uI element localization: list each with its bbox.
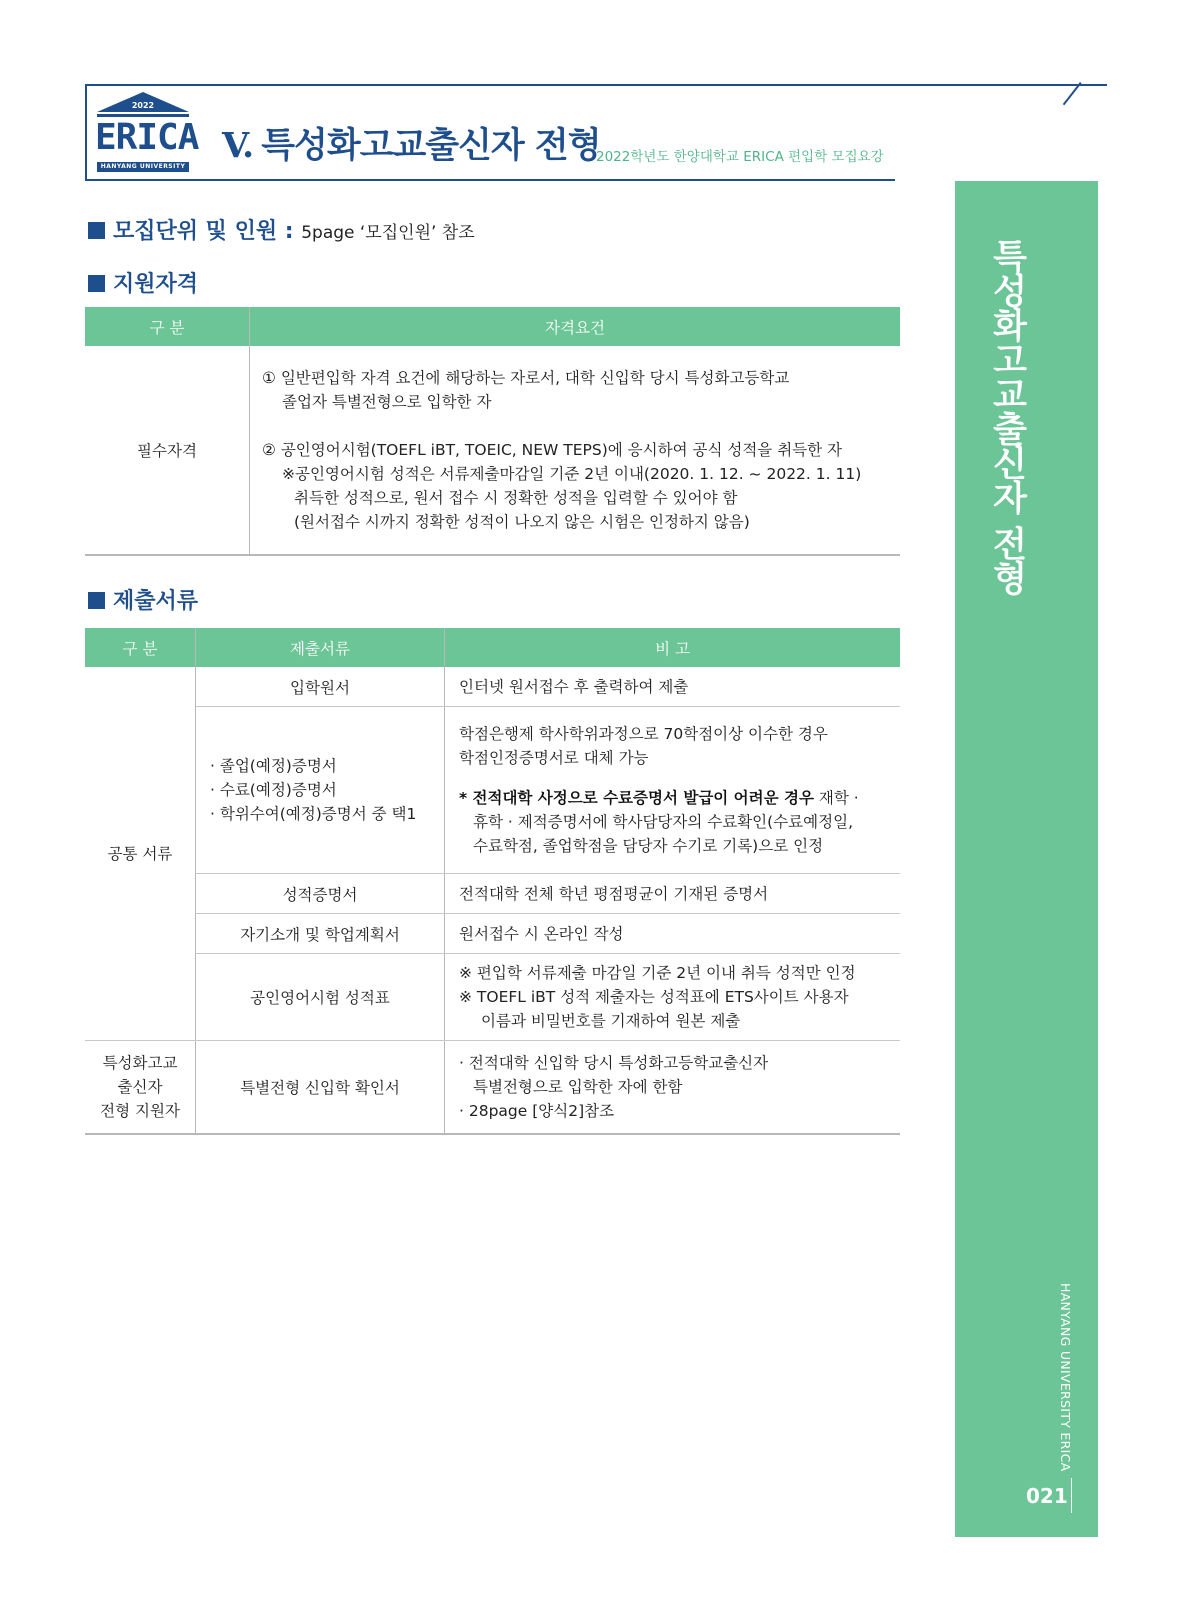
- column-header: 제출서류: [196, 628, 445, 667]
- section-recruit-title: 모집단위 및 인원 :: [113, 219, 294, 244]
- table-row: [85, 667, 900, 707]
- category-line: 특성화고교: [102, 1054, 178, 1072]
- remark-line: · 전적대학 신입학 당시 특성화고등학교출신자: [459, 1054, 769, 1072]
- column-header: 비 고: [445, 628, 901, 667]
- remark-line: ※ TOEFL iBT 성적 제출자는 성적표에 ETS사이트 사용자: [459, 988, 849, 1006]
- table-row: [85, 1041, 900, 1135]
- requirement-line: ① 일반편입학 자격 요건에 해당하는 자로서, 대학 신입학 당시 특성화고등학교: [262, 369, 790, 387]
- remark-line: 휴학 · 제적증명서에 학사담당자의 수료확인(수료예정일,: [473, 813, 853, 831]
- document-remark: [445, 954, 901, 1041]
- section-bullet-icon: [88, 222, 105, 239]
- qualification-requirements: [250, 346, 901, 555]
- requirement-line: 취득한 성적으로, 원서 접수 시 정확한 성적을 입력할 수 있어야 함: [294, 489, 738, 507]
- remark-line: 학점인정증명서로 대체 가능: [459, 749, 649, 767]
- column-header: 자격요건: [250, 307, 901, 346]
- title-number: V.: [222, 125, 254, 166]
- document-remark: 원서접수 시 온라인 작성: [445, 914, 901, 954]
- requirement-line: ② 공인영어시험(TOEFL iBT, TOEIC, NEW TEPS)에 응시하여 공식 성적을 취득한 자: [262, 441, 843, 459]
- table-row: [85, 914, 900, 954]
- document-option: · 학위수여(예정)증명서 중 택1: [210, 805, 417, 823]
- remark-line: 학점은행제 학사학위과정으로 70학점이상 이수한 경우: [459, 725, 828, 743]
- requirement-line: (원서접수 시까지 정확한 성적이 나오지 않은 시험은 인정하지 않음): [294, 513, 750, 531]
- category-line: 출신자: [117, 1078, 163, 1096]
- remark-line: [459, 786, 886, 810]
- logo-band: HANYANG UNIVERSITY: [97, 162, 189, 172]
- special-category: [85, 1041, 196, 1135]
- document-name-list: [196, 707, 445, 874]
- remark-line: ※ 편입학 서류제출 마감일 기준 2년 이내 취득 성적만 인정: [459, 964, 856, 982]
- remark-bold: * 전적대학 사정으로 수료증명서 발급이 어려운 경우: [459, 789, 814, 807]
- table-row: [85, 874, 900, 914]
- section-documents-title: 제출서류: [113, 589, 199, 614]
- section-documents: [88, 584, 198, 615]
- column-header: 구 분: [85, 628, 196, 667]
- category-line: 전형 지원자: [100, 1102, 180, 1120]
- document-name: 특별전형 신입학 확인서: [196, 1041, 445, 1135]
- page-title: [222, 118, 601, 168]
- document-remark: 전적대학 전체 학년 평점평균이 기재된 증명서: [445, 874, 901, 914]
- page-number: 021: [1026, 1484, 1068, 1508]
- page-number-divider: [1071, 1478, 1072, 1513]
- table-header-row: [85, 307, 900, 346]
- section-recruit: [88, 214, 475, 245]
- table-row: [85, 707, 900, 874]
- document-remark: [445, 1041, 901, 1135]
- remark-line: 이름과 비밀번호를 기재하여 원본 제출: [481, 1012, 741, 1030]
- remark-line: 수료학점, 졸업학점을 담당자 수기로 기록)으로 인정: [473, 837, 824, 855]
- document-name: 자기소개 및 학업계획서: [196, 914, 445, 954]
- header-rule-left: [85, 84, 87, 181]
- logo-word: ERICA: [95, 117, 199, 158]
- logo-year: 2022: [131, 101, 155, 110]
- table-row: [85, 954, 900, 1041]
- documents-table: [85, 628, 900, 1135]
- document-name: 공인영어시험 성적표: [196, 954, 445, 1041]
- sidebar-university: HANYANG UNIVERSITY ERICA: [1058, 1283, 1073, 1472]
- document-option: · 졸업(예정)증명서: [210, 757, 337, 775]
- page-subtitle: 2022학년도 한양대학교 ERICA 편입학 모집요강: [596, 149, 884, 165]
- remark-line: · 28page [양식2]참조: [459, 1102, 615, 1120]
- title-text: 특성화고교출신자 전형: [261, 126, 601, 166]
- document-name: 성적증명서: [196, 874, 445, 914]
- header-rule-bottom: [85, 179, 895, 181]
- table-header-row: [85, 628, 900, 667]
- table-row: [85, 346, 900, 555]
- erica-logo: [95, 90, 199, 176]
- remark-line: 특별전형으로 입학한 자에 한함: [473, 1078, 683, 1096]
- section-bullet-icon: [88, 592, 105, 609]
- sidebar-title: 특성화고교출신자 전형: [987, 238, 1027, 595]
- qualification-table: [85, 307, 900, 556]
- section-qualification: [88, 267, 198, 298]
- column-header: 구 분: [85, 307, 250, 346]
- requirement-line: ※공인영어시험 성적은 서류제출마감일 기준 2년 이내(2020. 1. 12. ~ 2022. 1. 11): [282, 465, 862, 483]
- section-bullet-icon: [88, 275, 105, 292]
- document-remark: [445, 707, 901, 874]
- document-option: · 수료(예정)증명서: [210, 781, 337, 799]
- section-recruit-note: 5page ‘모집인원’ 참조: [301, 223, 475, 243]
- section-qualification-title: 지원자격: [113, 272, 199, 297]
- common-category: 공통 서류: [85, 667, 196, 1041]
- requirement-line: 졸업자 특별전형으로 입학한 자: [282, 393, 492, 411]
- document-remark: 인터넷 원서접수 후 출력하여 제출: [445, 667, 901, 707]
- qualification-category: 필수자격: [137, 442, 197, 460]
- header-rule-top: [85, 84, 1107, 86]
- remark-after-bold: 재학 ·: [813, 789, 859, 807]
- document-name: 입학원서: [196, 667, 445, 707]
